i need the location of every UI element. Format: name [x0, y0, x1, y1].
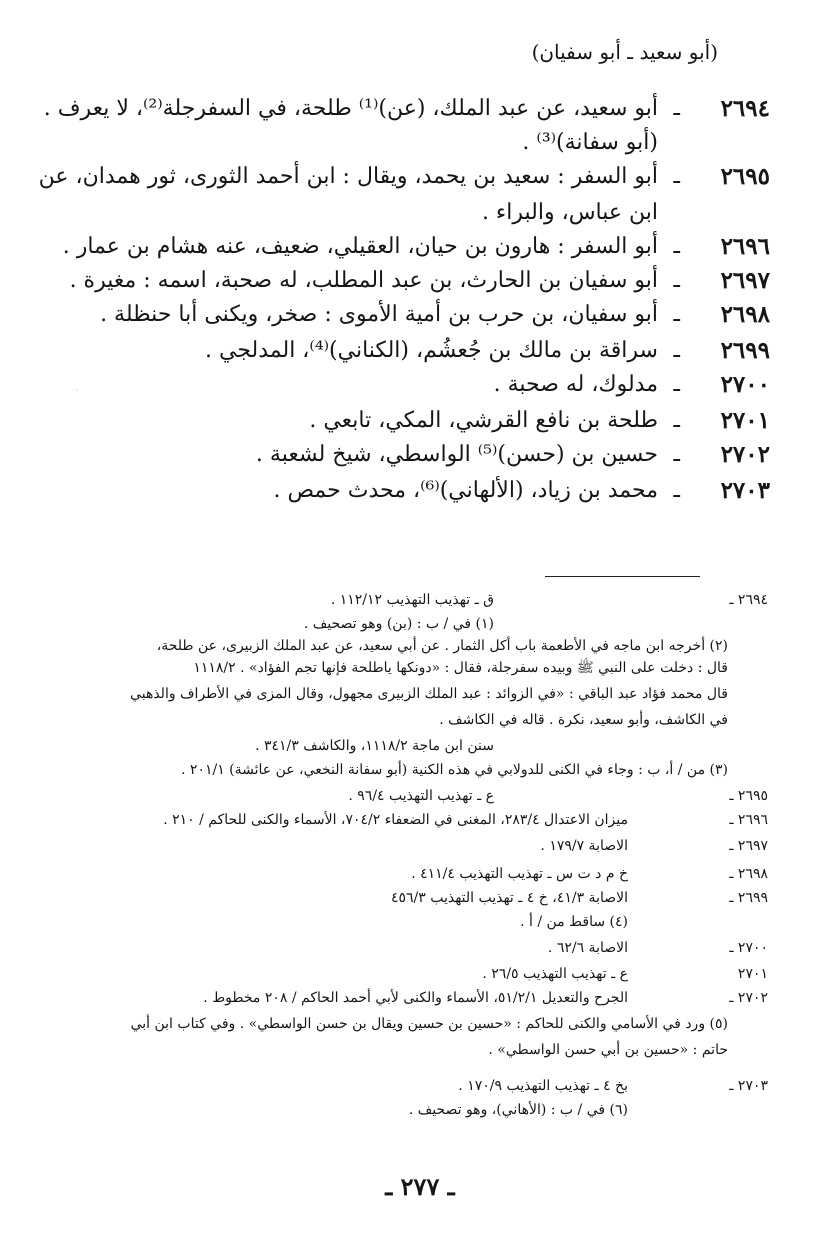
footnote-number: ٢٦٩٧ ـ: [729, 838, 768, 854]
entry-number: ٢٦٩٦: [720, 233, 770, 260]
footnote-line: (١) في / ب : (بن) وهو تصحيف .: [303, 616, 494, 632]
footnote-number: ٢٧٠٢ ـ: [729, 990, 768, 1006]
entry-text: أبو السفر : سعيد بن يحمد، ويقال : ابن أحمد الثورى، ثور همدان، عن: [38, 164, 658, 189]
footnote-line: (٢) أخرجه ابن ماجه في الأطعمة باب أكل الثمار . عن أبي سعيد، عن عبد الملك الزبيرى، عن طلحة،: [156, 638, 728, 654]
entry-text: طلحة بن نافع القرشي، المكي، تابعي .: [309, 408, 658, 433]
footnote-number: ٢٦٩٤ ـ: [729, 592, 768, 608]
footnote-rule: [545, 576, 700, 577]
entry-continuation: ابن عباس، والبراء .: [481, 200, 658, 225]
entry-text: محمد بن زياد، (الألهاني)⁽⁶⁾، محدث حمص .: [273, 478, 658, 503]
entry-number: ٢٧٠٢: [720, 441, 770, 468]
footnote-number: ٢٦٩٦ ـ: [729, 812, 768, 828]
entry-number: ٢٧٠٠: [720, 371, 770, 398]
footnote-line: بخ ٤ ـ تهذيب التهذيب ١٧٠/٩ .: [458, 1078, 628, 1094]
entry-number: ٢٦٩٥: [720, 163, 770, 190]
footnote-number: ٢٦٩٨ ـ: [729, 866, 768, 882]
footnote-line: (٥) ورد في الأسامي والكنى للحاكم : «حسين بن حسين ويقال بن حسن الواسطي» . وفي كتاب ابن أبي: [130, 1016, 728, 1032]
footnote-line: ع ـ تهذيب التهذيب ٩٦/٤ .: [348, 788, 494, 804]
entry-number: ٢٦٩٩: [720, 337, 770, 364]
footnote-line: (٣) من / أ، ب : وجاء في الكنى للدولابي في هذه الكنية (أبو سفانة النخعي، عن عائشة) ٢٠١/١ .: [181, 762, 728, 778]
entry-text: سراقة بن مالك بن جُعشُم، (الكناني)⁽⁴⁾، المدلجي .: [205, 338, 658, 363]
footnote-line: ق ـ تهذيب التهذيب ١١٢/١٢ .: [330, 592, 494, 608]
footnote-line: سنن ابن ماجة ١١١٨/٢، والكاشف ٣٤١/٣ .: [255, 738, 494, 754]
footnote-line: خ م د ت س ـ تهذيب التهذيب ٤١١/٤ .: [411, 866, 628, 882]
footnote-line: ميزان الاعتدال ٢٨٣/٤، المغنى في الضعفاء ٧٠٤/٢، الأسماء والكنى للحاكم / ٢١٠ .: [163, 812, 628, 828]
entry-text: أبو سفيان بن الحارث، بن عبد المطلب، له صحبة، اسمه : مغيرة .: [69, 268, 658, 293]
footnote-line: ع ـ تهذيب التهذيب ٢٦/٥ .: [482, 966, 628, 982]
footnote-line: حاتم : «حسين بن أبي حسن الواسطي» .: [488, 1042, 728, 1058]
footnote-number: ٢٧٠٣ ـ: [729, 1078, 768, 1094]
footnote-number: ٢٦٩٥ ـ: [729, 788, 768, 804]
footnote-number: ٢٧٠٠ ـ: [729, 940, 768, 956]
entry-continuation: (أبو سفانة)⁽³⁾ .: [522, 130, 658, 155]
entry-text: أبو السفر : هارون بن حيان، العقيلي، ضعيف، عنه هشام بن عمار .: [62, 234, 658, 259]
footnote-line: قال محمد فؤاد عبد الباقي : «في الزوائد : عبد الملك الزبيرى مجهول، وقال المزى في الأطراف والذهبي: [130, 686, 728, 702]
book-page: (أبو سعيد ـ أبو سفيان) ٢٦٩٤ ـ أبو سعيد، عن عبد الملك، (عن)⁽¹⁾ طلحة، في السفرجلة⁽²⁾، لا يعرف . (أبو سفانة)⁽³⁾ . ٢٦٩٥ ـ أبو السفر : سعيد بن يحمد، ويقال : ابن أحمد الثورى، ثور همدان، عن ابن عباس، والبراء . ٢٦٩٦ ـ أبو السفر : هارون بن حيان، العقيلي، ضعيف، عنه هشام بن عمار . ٢٦٩٧ ـ أبو سفيان بن الحارث، بن عبد المطلب، له صحبة، اسمه : مغيرة . ٢٦٩٨ ـ أبو سفيان، بن حرب بن أمية الأموى : صخر، ويكنى أبا حنظلة . ٢٦٩٩ ـ سراقة بن مالك بن جُعشُم، (الكناني)⁽⁴⁾، المدلجي . ٢٧٠٠ ـ مدلوك، له صحبة . ٢٧٠١ ـ طلحة بن نافع القرشي، المكي، تابعي . ٢٧٠٢ ـ حسين بن (حسن)⁽⁵⁾ الواسطي، شيخ لشعبة . ٢٧٠٣ ـ محمد بن زياد، (الألهاني)⁽⁶⁾، محدث حمص . ٢٦٩٤ ـ ق ـ تهذيب التهذيب ١١٢/١٢ . (١) في / ب : (بن) وهو تصحيف . (٢) أخرجه ابن ماجه في الأطعمة باب أكل الثمار . عن أبي سعيد، عن عبد الملك الزبيرى، عن طلحة، قال : دخلت على النبي ﷺ وبيده سفرجلة، فقال : «دونكها ياطلحة فإنها تجم الفؤاد» . ١١١٨/٢ قال محمد فؤاد عبد الباقي : «في الزوائد : عبد الملك الزبيرى مجهول، وقال المزى في الأطراف والذهبي في الكاشف، وأبو سعيد، نكرة . قاله في الكاشف . سنن ابن ماجة ١١١٨/٢، والكاشف ٣٤١/٣ . (٣) من / أ، ب : وجاء في الكنى للدولابي في هذه الكنية (أبو سفانة النخعي، عن عائشة) ٢٠١/١ . ٢٦٩٥ ـ ع ـ تهذيب التهذيب ٩٦/٤ . ٢٦٩٦ ـ ميزان الاعتدال ٢٨٣/٤، المغنى في الضعفاء ٧٠٤/٢، الأسماء والكنى للحاكم / ٢١٠ . ٢٦٩٧ ـ الاصابة ١٧٩/٧ . ٢٦٩٨ ـ خ م د ت س ـ تهذيب التهذيب ٤١١/٤ . ٢٦٩٩ ـ الاصابة ٤١/٣، خ ٤ ـ تهذيب التهذيب ٤٥٦/٣ (٤) ساقط من / أ . ٢٧٠٠ ـ الاصابة ٦٢/٦ . ٢٧٠١ ع ـ تهذيب التهذيب ٢٦/٥ . ٢٧٠٢ ـ الجرح والتعديل ٥١/٢/١، الأسماء والكنى لأبي أحمد الحاكم / ٢٠٨ مخطوط . (٥) ورد في الأسامي والكنى للحاكم : «حسين بن حسين ويقال بن حسن الواسطي» . وفي كتاب ابن أبي حاتم : «حسين بن أبي حسن الواسطي» . ٢٧٠٣ ـ بخ ٤ ـ تهذيب التهذيب ١٧٠/٩ . (٦) في / ب : (الأهاني)، وهو تصحيف . ـ ٢٧٧ ـ: [38, 40, 770, 1201]
footnote-line: الاصابة ١٧٩/٧ .: [540, 838, 628, 854]
entry-text: حسين بن (حسن)⁽⁵⁾ الواسطي، شيخ لشعبة .: [255, 442, 658, 467]
footnote-number: ٢٧٠١: [737, 966, 768, 982]
entry-number: ٢٦٩٤: [720, 95, 770, 122]
entry-text: أبو سعيد، عن عبد الملك، (عن)⁽¹⁾ طلحة، في السفرجلة⁽²⁾، لا يعرف .: [43, 96, 658, 121]
footnote-line: في الكاشف، وأبو سعيد، نكرة . قاله في الكاشف .: [439, 712, 728, 728]
entry-number: ٢٧٠٣: [720, 477, 770, 504]
footnote-line: (٤) ساقط من / أ .: [520, 914, 628, 930]
entry-number: ٢٦٩٧: [720, 267, 770, 294]
footnote-line: (٦) في / ب : (الأهاني)، وهو تصحيف .: [408, 1102, 628, 1118]
footnote-line: الاصابة ٦٢/٦ .: [547, 940, 628, 956]
footnote-line: الاصابة ٤١/٣، خ ٤ ـ تهذيب التهذيب ٤٥٦/٣: [390, 890, 628, 906]
entry-number: ٢٧٠١: [720, 407, 770, 434]
page-number: ـ ٢٧٧ ـ: [385, 1172, 455, 1201]
footnote-line: قال : دخلت على النبي ﷺ وبيده سفرجلة، فقال : «دونكها ياطلحة فإنها تجم الفؤاد» . ١١١٨/٢: [193, 660, 728, 676]
entry-text: مدلوك، له صحبة .: [493, 372, 658, 397]
entry-text: أبو سفيان، بن حرب بن أمية الأموى : صخر، ويكنى أبا حنظلة .: [100, 302, 658, 327]
running-head: (أبو سعيد ـ أبو سفيان): [531, 40, 718, 64]
footnote-line: الجرح والتعديل ٥١/٢/١، الأسماء والكنى لأبي أحمد الحاكم / ٢٠٨ مخطوط .: [203, 990, 628, 1006]
footnote-number: ٢٦٩٩ ـ: [729, 890, 768, 906]
entry-number: ٢٦٩٨: [720, 301, 770, 328]
